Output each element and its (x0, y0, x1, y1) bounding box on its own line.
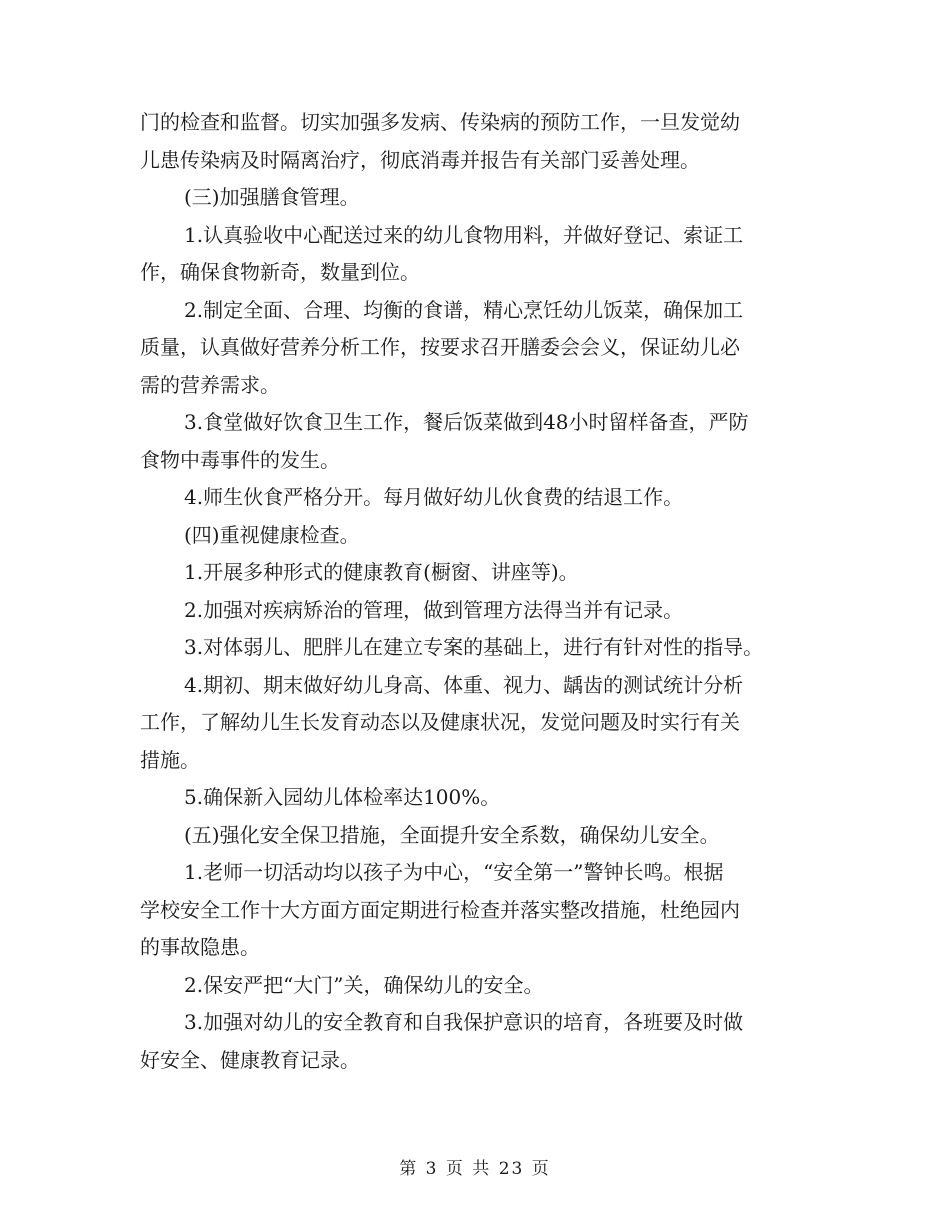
text-line: 门的检查和监督。切实加强多发病、传染病的预防工作，一旦发觉幼 (140, 110, 740, 134)
text-line: (四)重视健康检查。 (184, 522, 360, 547)
text-line: 2.加强对疾病矫治的管理，做到管理方法得当并有记录。 (184, 597, 684, 622)
text-line: 1.老师一切活动均以孩子为中心，“安全第一”警钟长鸣。根据 (184, 860, 724, 884)
text-line: 学校安全工作十大方面方面定期进行检查并落实整改措施，杜绝园内 (140, 897, 740, 922)
text-line: 的事故隐患。 (140, 935, 260, 959)
text-line: 3.食堂做好饮食卫生工作，餐后饭菜做到48小时留样备查，严防 (184, 410, 749, 434)
text-line: 措施。 (140, 747, 200, 772)
document-body (140, 104, 820, 1079)
text-line: (五)强化安全保卫措施，全面提升安全系数，确保幼儿安全。 (184, 822, 720, 847)
text-line: 3.加强对幼儿的安全教育和自我保护意识的培育，各班要及时做 (184, 1010, 744, 1034)
text-line: 4.期初、期末做好幼儿身高、体重、视力、龋齿的测试统计分析 (184, 672, 744, 697)
text-line: 食物中毒事件的发生。 (140, 447, 340, 472)
text-line: 作，确保食物新奇，数量到位。 (140, 260, 420, 284)
page-number-footer: 第 3 页 共 23 页 (399, 1159, 551, 1179)
text-line: 需的营养需求。 (140, 372, 280, 397)
text-line: 4.师生伙食严格分开。每月做好幼儿伙食费的结退工作。 (184, 485, 684, 509)
text-line: (三)加强膳食管理。 (184, 185, 360, 209)
text-line: 好安全、健康教育记录。 (140, 1047, 360, 1072)
text-line: 5.确保新入园幼儿体检率达100%。 (184, 785, 501, 809)
text-line: 儿患传染病及时隔离治疗，彻底消毒并报告有关部门妥善处理。 (140, 147, 700, 172)
text-line: 质量，认真做好营养分析工作，按要求召开膳委会会义，保证幼儿必 (140, 335, 740, 359)
text-line: 2.制定全面、合理、均衡的食谱，精心烹饪幼儿饭菜，确保加工 (184, 297, 744, 322)
text-line: 工作，了解幼儿生长发育动态以及健康状况，发觉问题及时实行有关 (140, 710, 740, 734)
text-line: 1.认真验收中心配送过来的幼儿食物用料，并做好登记、索证工 (184, 222, 744, 247)
text-line: 3.对体弱儿、肥胖儿在建立专案的基础上，进行有针对性的指导。 (184, 635, 764, 659)
text-line: 2.保安严把“大门”关，确保幼儿的安全。 (184, 972, 544, 997)
text-line: 1.开展多种形式的健康教育(橱窗、讲座等)。 (184, 560, 579, 584)
